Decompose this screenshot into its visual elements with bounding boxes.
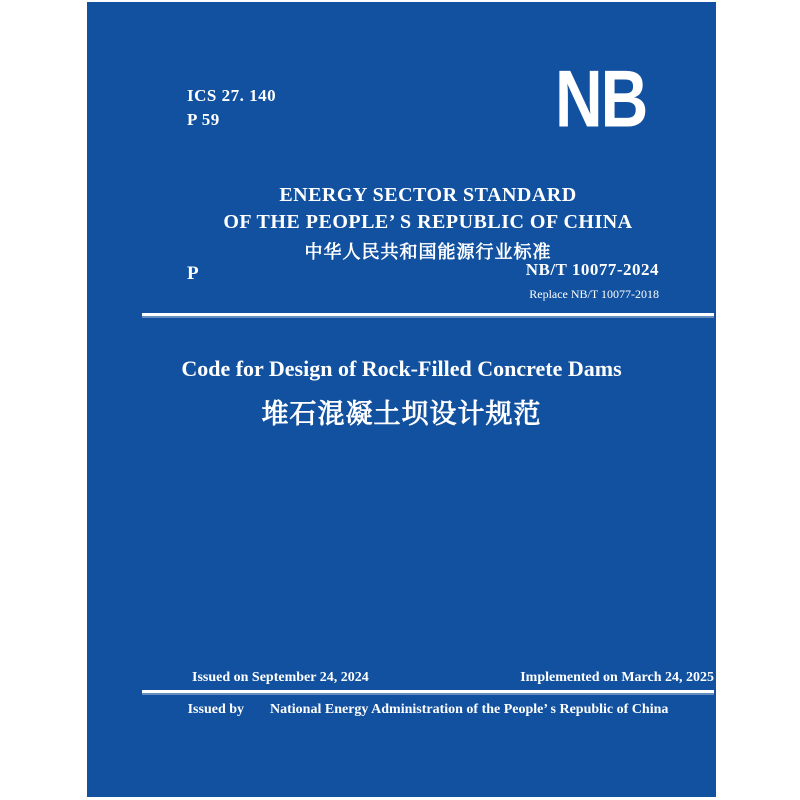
replaced-standard: Replace NB/T 10077-2018 [529,287,659,301]
standard-name-en-line1: ENERGY SECTOR STANDARD [279,184,577,206]
standard-code: NB/T 10077-2024 [525,260,659,279]
issued-by-label: Issued by [187,702,245,717]
p-mark: P [187,263,199,284]
standard-code-block [526,260,659,302]
issued-by-value: National Energy Administration of the People’ s Republic of China [270,702,669,717]
implemented-date: Implemented on March 24, 2025 [520,670,714,685]
dates-row [142,670,714,686]
ics-code: ICS 27. 140 [187,86,277,105]
standard-name-zh: 中华人民共和国能源行业标准 [304,242,552,262]
document-title-zh: 堆石混凝土坝设计规范 [261,399,542,429]
classification-code: P 59 [187,110,220,129]
horizontal-rule-top [142,313,714,316]
standard-name-en-line2: OF THE PEOPLE’ S REPUBLIC OF CHINA [223,211,633,233]
issued-date: Issued on September 24, 2024 [192,670,369,685]
nb-logo: NB [555,53,647,144]
standard-name-block [142,182,714,265]
horizontal-rule-bottom [142,690,714,693]
issued-by-row [142,702,714,718]
document-title-en: Code for Design of Rock-Filled Concrete Dams [181,356,622,381]
cover-blue-panel [87,2,716,797]
